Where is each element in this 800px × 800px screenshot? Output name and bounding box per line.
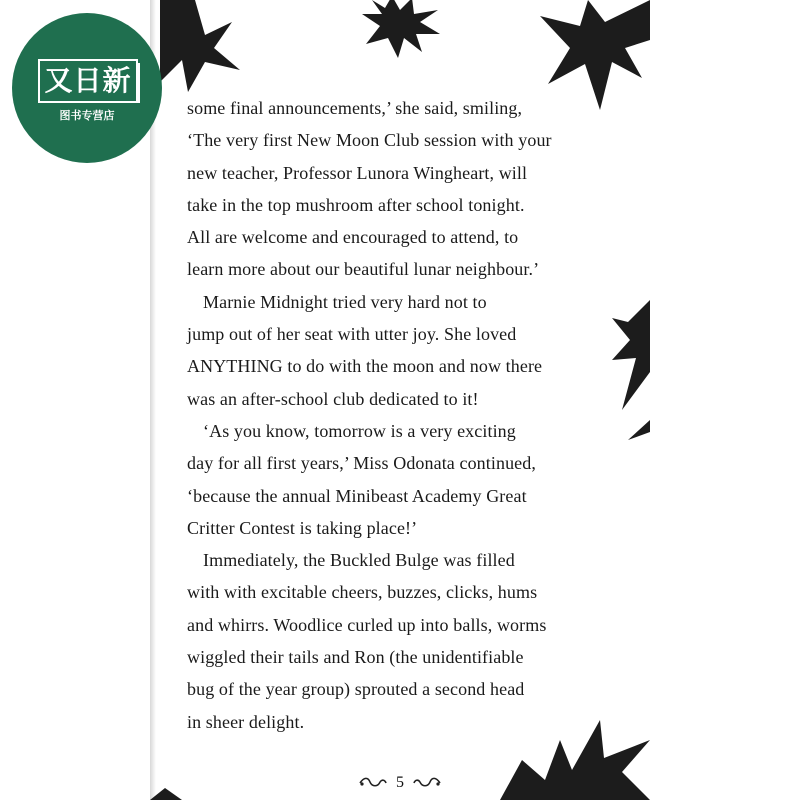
page-footer [340,768,460,798]
text-line: jump out of her seat with utter joy. She loved [187,324,517,345]
right-flourish-icon [412,776,442,790]
text-line: was an after-school club dedicated to it! [187,388,479,409]
text-line: wiggled their tails and Ron (the unidentifiable [187,647,524,668]
logo-main-text: 又日新 [44,64,132,97]
starburst-top-left [160,0,240,92]
text-line: take in the top mushroom after school tonight. [187,194,525,215]
page-body-text [187,92,607,738]
text-line: All are welcome and encouraged to attend, to [187,227,519,248]
store-logo [12,13,162,163]
text-line: with with excitable cheers, buzzes, clicks, hums [187,582,538,603]
starburst-top-center [362,0,440,58]
text-line: and whirrs. Woodlice curled up into balls, worms [187,614,547,635]
text-line: Critter Contest is taking place!’ [187,517,418,538]
logo-sub-text: 图书专营店 [59,109,115,122]
logo-text-box [38,59,138,103]
text-line: some final announcements,’ she said, smiling, [187,98,523,118]
text-line: day for all first years,’ Miss Odonata continued, [187,453,536,474]
text-line: ‘As you know, tomorrow is a very exciting [203,420,516,441]
text-line: ‘because the annual Minibeast Academy Great [187,485,527,506]
page-number: 5 [396,774,404,791]
text-line: learn more about our beautiful lunar neighbour.’ [187,259,540,280]
text-line: new teacher, Professor Lunora Wingheart, will [187,162,528,183]
text-line: in sheer delight. [187,711,305,732]
left-flourish-icon [358,776,388,790]
text-line: ‘The very first New Moon Club session with your [187,130,552,151]
text-line: bug of the year group) sprouted a second head [187,679,525,700]
text-line: ANYTHING to do with the moon and now there [187,356,543,377]
logo-side-bar [136,63,140,103]
text-line: Immediately, the Buckled Bulge was filled [203,550,515,571]
text-line: Marnie Midnight tried very hard not to [203,291,487,312]
starburst-bottom-left [150,788,182,800]
starburst-right-middle [612,300,650,440]
